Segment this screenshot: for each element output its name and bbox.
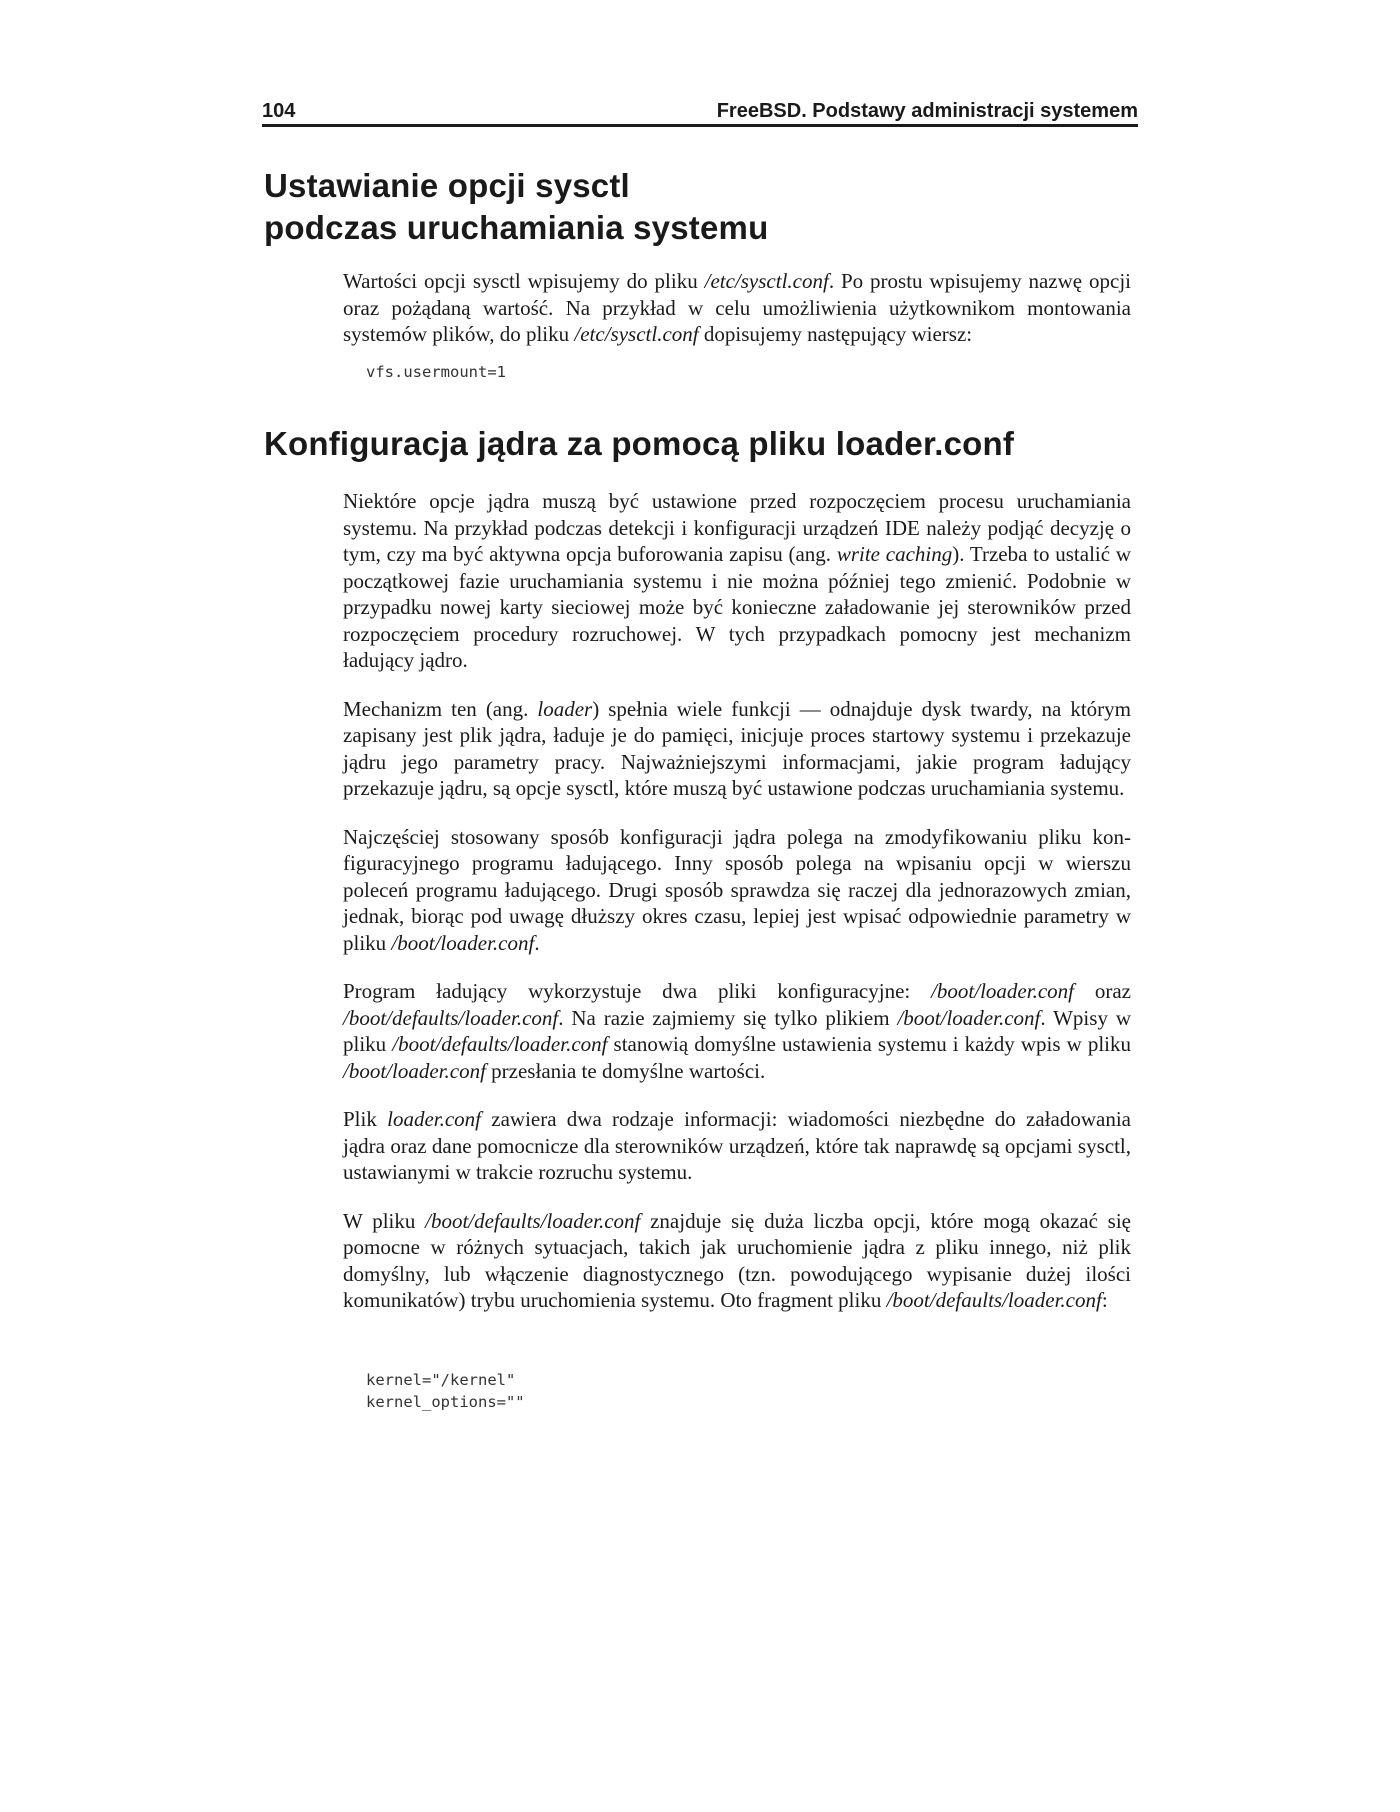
section-heading-line: Ustawianie opcji sysctl	[264, 167, 630, 204]
paragraph	[343, 978, 1131, 1084]
text-run: Mechanizm ten (ang.	[343, 696, 538, 721]
running-header	[262, 97, 1138, 125]
text-run: Najczęściej stosowany sposób konfiguracji jądra polega na zmodyfikowaniu pliku konfiguracyjnego programu ładującego. Inny sposób polega na wpisaniu opcji w wierszu poleceń programu ładującego. Drugi sposób sprawdza się raczej dla jednorazowych zmian, jednak, biorąc pod uwagę dłuższy okres czasu, lepiej jest wpisać odpowiednie parametry w pliku	[343, 824, 1131, 955]
paragraph	[343, 1208, 1131, 1314]
italic-text: /etc/sysctl.conf	[704, 269, 829, 293]
text-run: . Po prostu wpisujemy nazwę opcji oraz pożądaną wartość. Na przykład w celu umożliwienia użytkownikom montowania systemów plików, do pliku	[343, 269, 1131, 346]
text-run: Program ładujący wykorzystuje dwa pliki konfiguracyjne:	[343, 979, 932, 1003]
section-heading-line: podczas uruchamiania systemu	[264, 209, 769, 246]
paragraph	[343, 488, 1131, 674]
section-heading-sysctl	[264, 165, 964, 249]
italic-text: loader	[537, 696, 593, 721]
code-block-loader	[366, 1369, 525, 1413]
italic-text: /boot/loader.conf	[343, 1058, 486, 1083]
text-run: W pliku	[343, 1208, 426, 1233]
paragraph	[343, 696, 1131, 802]
italic-text: /boot/loader.conf	[931, 979, 1075, 1003]
text-run: oraz	[1074, 979, 1131, 1003]
text-run: znajduje się duża liczba opcji, które mogą okazać się pomocne w różnych sytuacjach, takich jak uruchomienie jądra z pliku innego, niż plik domyślny, lub włączenie diagnostycznego (tzn. powodującego wypisanie dużej ilości komunikatów) trybu uruchomienia systemu. Oto fragment pliku	[343, 1208, 1131, 1312]
text-run: ) spełnia wiele funkcji — odnajduje dysk twardy, na którym zapisany jest plik jądra, ładuje je do pamięci, inicjuje proces startowy systemu i przekazuje jądru jego parametry pracy. Najważniejszymi informacjami, jakie program ładujący przekazuje jądru, są opcje sysctl, które muszą być ustawione podczas uruchamiania systemu.	[343, 696, 1131, 800]
text-run: :	[1101, 1288, 1108, 1312]
paragraph	[343, 268, 1131, 348]
section-loader-body	[343, 488, 1131, 1336]
italic-text: loader.conf	[387, 1107, 482, 1131]
code-line: kernel_options=""	[366, 1393, 525, 1411]
text-run: Plik	[343, 1107, 388, 1131]
text-run: . Na razie zajmiemy się tylko plikiem	[558, 1005, 898, 1030]
italic-text: write caching	[836, 542, 953, 566]
text-run: stanowią domyślne ustawienia systemu i każdy wpis w pliku	[607, 1032, 1131, 1056]
italic-text: /boot/defaults/loader.conf	[886, 1288, 1102, 1312]
section-heading-loader: Konfiguracja jądra za pomocą pliku loader.conf	[264, 425, 1015, 462]
italic-text: /boot/defaults/loader.conf	[425, 1208, 641, 1233]
text-run: .	[534, 930, 540, 955]
paragraph	[343, 1106, 1131, 1186]
text-run: przesłania te domyślne wartości.	[485, 1058, 766, 1083]
code-block-sysctl	[366, 361, 506, 383]
code-line: vfs.usermount=1	[366, 363, 506, 381]
text-run: . Wpisy w pliku	[343, 1005, 1131, 1056]
italic-text: /boot/loader.conf	[897, 1005, 1041, 1030]
italic-text: /boot/loader.conf	[391, 930, 535, 955]
italic-text: /boot/defaults/loader.conf	[392, 1032, 608, 1056]
text-run: ). Trzeba to ustalić w początkowej fazie uruchamiania systemu i nie można później tego zmienić. Podobnie w przypadku nowej karty sieciowej może być konieczne załadowanie jej sterowników przed rozpoczęciem procedury rozruchowej. W tych przypadkach pomocny jest mechanizm ładujący jądro.	[343, 542, 1131, 672]
text-run: Niektóre opcje jądra muszą być ustawione przed rozpoczęciem procesu uruchamiania systemu. Na przykład podczas detekcji i konfiguracji urządzeń IDE należy podjąć decyzję o tym, czy ma być aktywna opcja buforowania zapisu (ang.	[343, 489, 1131, 566]
book-title: FreeBSD. Podstawy administracji systemem	[716, 100, 1138, 122]
section-sysctl-body	[343, 268, 1131, 370]
text-run: zawiera dwa rodzaje informacji: wiadomości niezbędne do załadowania jądra oraz dane pomocnicze dla sterowników urządzeń, które tak naprawdę są opcjami sysctl, ustawianymi w trakcie rozruchu systemu.	[343, 1107, 1131, 1184]
text-run: Wartości opcji sysctl wpisujemy do pliku	[343, 269, 705, 293]
italic-text: /boot/defaults/loader.conf	[343, 1005, 559, 1030]
text-run: dopisujemy następujący wiersz:	[698, 322, 973, 346]
code-line: kernel="/kernel"	[366, 1371, 516, 1389]
header-rule	[262, 124, 1138, 127]
italic-text: /etc/sysctl.conf	[574, 322, 699, 346]
paragraph	[343, 824, 1131, 957]
page-number: 104	[262, 100, 296, 122]
